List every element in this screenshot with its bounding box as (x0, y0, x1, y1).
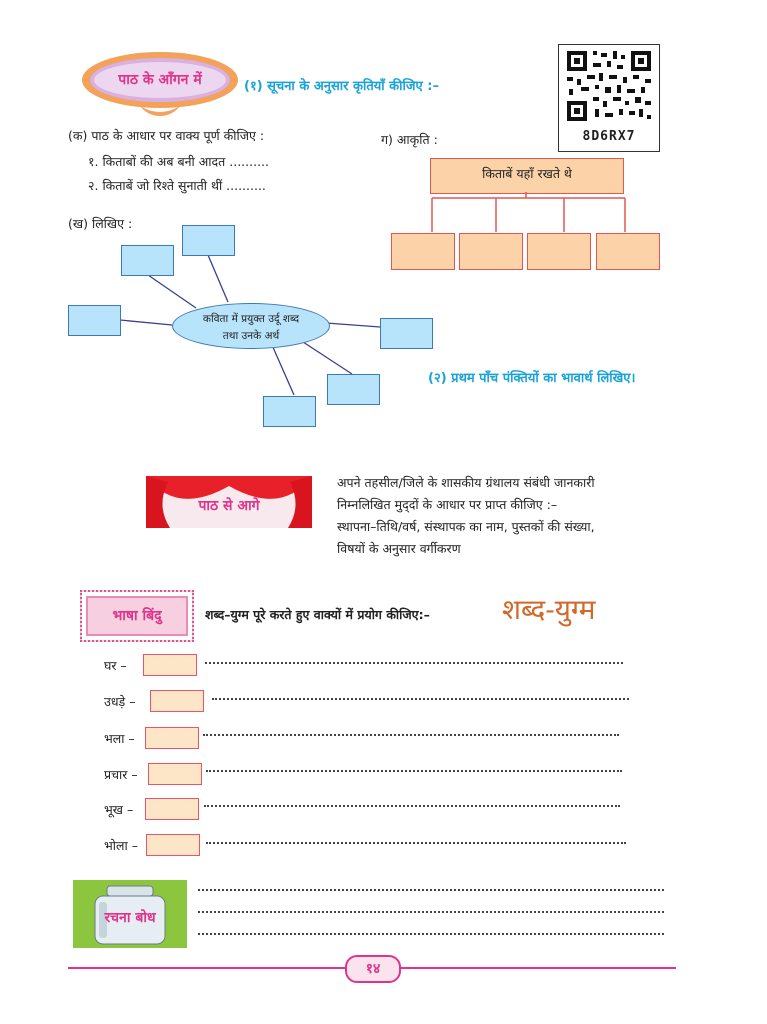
kha-box-3[interactable] (68, 305, 121, 336)
word-6-fill-box[interactable] (146, 834, 200, 856)
shabd-yugm-title: शब्द-युग्म (502, 593, 596, 626)
word-1-label: घर – (104, 658, 127, 673)
word-2-answer-line[interactable] (212, 698, 629, 700)
word-2-label: उधड़े – (104, 694, 136, 709)
kha-box-5[interactable] (327, 374, 380, 405)
section-ga-title: ग) आकृति : (381, 132, 438, 147)
bhasha-bindu-instruction: शब्द–युग्म पूरे करते हुए वाक्यों में प्रयोग कीजिए:– (205, 607, 430, 622)
section-ka-item-2: २. किताबें जो रिश्ते सुनाती थीं .......... (88, 178, 266, 193)
page-number: १४ (365, 961, 381, 977)
kha-center-line-2: तथा उनके अर्थ (222, 330, 280, 342)
kha-box-1[interactable] (121, 245, 174, 276)
bhasha-bindu-badge (80, 590, 194, 642)
word-3-label: भला – (104, 731, 135, 746)
path-se-aage-line-4: विषयों के अनुसार वर्गीकरण (337, 541, 461, 556)
path-se-aage-badge (146, 476, 312, 528)
section-kha-title: (ख) लिखिए : (68, 216, 133, 231)
word-5-label: भूख – (104, 802, 134, 817)
instruction-2: (२) प्रथम पाँच पंक्तियों का भावार्थ लिखिए। (428, 371, 636, 386)
word-5-fill-box[interactable] (145, 798, 199, 820)
qr-code-text: 8D6RX7 (582, 129, 636, 144)
section-ka-item-1: १. किताबों की अब बनी आदत .......... (88, 154, 269, 169)
rachna-answer-line-1[interactable] (198, 889, 664, 891)
rachna-bodh-badge (73, 880, 187, 948)
kha-center-line-1: कविता में प्रयुक्त उर्दू शब्द (202, 313, 300, 325)
path-se-aage-line-2: निम्नलिखित मुद्‌दों के आधार पर प्राप्त कीजिए :– (337, 497, 558, 512)
word-6-answer-line[interactable] (206, 842, 626, 844)
word-4-fill-box[interactable] (148, 763, 202, 785)
path-se-aage-line-1: अपने तहसील/जिले के शासकीय ग्रंथालय संबंधी जानकारी (337, 475, 595, 490)
badge-text: पाठ के आँगन में (118, 72, 202, 88)
path-se-aage-text: पाठ से आगे (198, 498, 260, 514)
word-6-label: भोला – (104, 838, 138, 853)
word-1-answer-line[interactable] (205, 662, 623, 664)
kha-connector-lines (0, 0, 767, 440)
bhasha-bindu-text: भाषा बिंदु (112, 608, 162, 624)
word-1-fill-box[interactable] (143, 654, 197, 676)
rachna-answer-line-3[interactable] (198, 933, 664, 935)
word-4-label: प्रचार – (104, 767, 138, 782)
kha-center-oval (172, 303, 330, 349)
word-2-fill-box[interactable] (150, 690, 204, 712)
page-number-pill (345, 955, 401, 983)
section-ka-title: (क) पाठ के आधार पर वाक्य पूर्ण कीजिए : (68, 128, 265, 143)
rachna-answer-line-2[interactable] (198, 911, 664, 913)
kha-box-2[interactable] (182, 225, 235, 256)
path-se-aage-line-3: स्थापना–तिथि/वर्ष, संस्थापक का नाम, पुस्तकों की संख्या, (337, 519, 595, 534)
rachna-bodh-text: रचना बोध (104, 910, 156, 926)
word-4-answer-line[interactable] (206, 770, 622, 772)
aakriti-top-box-text: किताबें यहाँ रखते थे (482, 166, 572, 181)
kha-box-4[interactable] (380, 318, 433, 349)
word-3-fill-box[interactable] (145, 727, 199, 749)
word-5-answer-line[interactable] (204, 805, 620, 807)
instruction-1: (१) सूचना के अनुसार कृतियाँ कीजिए :– (244, 79, 439, 94)
kha-box-6[interactable] (263, 396, 316, 427)
word-3-answer-line[interactable] (203, 734, 619, 736)
